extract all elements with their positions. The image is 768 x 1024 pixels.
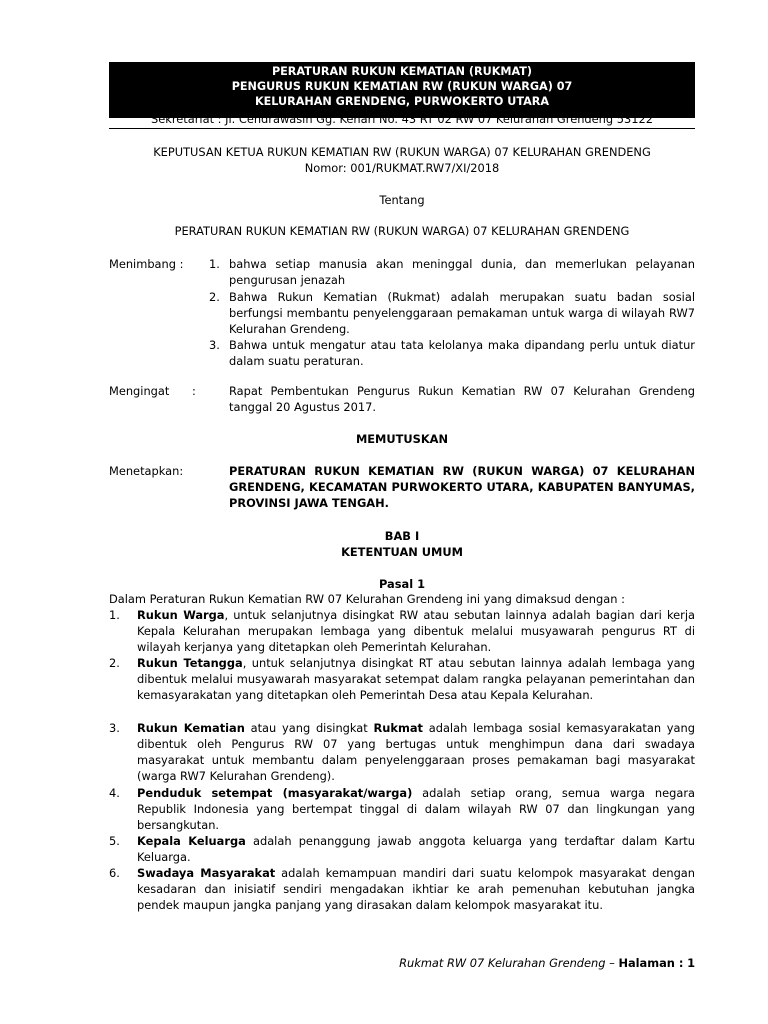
footer-doc-name: Rukmat RW 07 Kelurahan Grendeng — [399, 956, 606, 970]
definition-item — [137, 607, 695, 655]
definition-term: Penduduk setempat (masyarakat/warga) — [137, 786, 413, 800]
definition-item — [137, 865, 695, 913]
secretariat-address: Sekretariat : Jl. Cendrawasih Gg. Kenari No. 43 RT 02 RW 07 Kelurahan Grendeng 53122 — [151, 112, 653, 126]
definition-term: Rukun Kematian — [137, 721, 245, 735]
menimbang-item: Bahwa untuk mengatur atau tata kelolanya maka dipandang perlu untuk diatur dalam suatu peraturan. — [229, 338, 695, 368]
menimbang-number: 3. — [209, 338, 220, 352]
definition-text: adalah kemampuan mandiri dari suatu kelompok masyarakat dengan kesadaran dan inisiatif sendiri mengadakan ikhtiar ke arah pemenuhan kebutuhan jangka pendek maupun jangka panjang yang dirasakan dalam kelompok masyarakat itu. — [137, 866, 695, 912]
mengingat-text: Rapat Pembentukan Pengurus Rukun Kematian RW 07 Kelurahan Grendeng tanggal 20 Agustus 2017. — [229, 384, 695, 414]
memutuskan-heading: MEMUTUSKAN — [355, 432, 449, 446]
definition-item — [137, 720, 695, 784]
menimbang-number: 1. — [209, 257, 220, 271]
menimbang-item: Bahwa Rukun Kematian (Rukmat) adalah merupakan suatu badan sosial berfungsi membantu penyelenggaraan pemakaman untuk warga di wilayah RW7 Kelurahan Grendeng. — [229, 290, 695, 336]
definition-term: Swadaya Masyarakat — [137, 866, 276, 880]
decree-subject: PERATURAN RUKUN KEMATIAN RW (RUKUN WARGA) 07 KELURAHAN GRENDENG — [174, 224, 630, 238]
footer-dash: – — [605, 956, 619, 970]
letterhead — [109, 62, 695, 118]
menetapkan-label: Menetapkan: — [109, 464, 184, 478]
decree-number: Nomor: 001/RUKMAT.RW7/XI/2018 — [304, 161, 500, 175]
definition-term: Kepala Keluarga — [137, 834, 246, 848]
letterhead-line-3: KELURAHAN GRENDENG, PURWOKERTO UTARA — [254, 95, 550, 108]
footer-page-label: Halaman : — [618, 956, 684, 970]
page-footer — [399, 955, 695, 971]
letterhead-line-2: PENGURUS RUKUN KEMATIAN RW (RUKUN WARGA) 07 — [231, 80, 573, 93]
about-label: Tentang — [379, 193, 425, 207]
definition-text: atau yang disingkat — [244, 721, 374, 735]
pasal-intro: Dalam Peraturan Rukun Kematian RW 07 Kelurahan Grendeng ini yang dimaksud dengan : — [109, 592, 625, 606]
definition-number: 3. — [109, 721, 120, 735]
definition-item — [137, 655, 695, 703]
letterhead-line-1: PERATURAN RUKUN KEMATIAN (RUKMAT) — [271, 65, 533, 78]
bab-subtitle: KETENTUAN UMUM — [341, 545, 463, 559]
mengingat-colon: : — [192, 384, 196, 398]
definition-text: adalah setiap orang, semua warga negara Republik Indonesia yang bertempat tinggal di dalam wilayah RW 07 dan lingkungan yang bersangkutan. — [137, 786, 695, 832]
menimbang-item: bahwa setiap manusia akan meninggal dunia, dan memerlukan pelayanan pengurusan jenazah — [229, 257, 695, 287]
menimbang-number: 2. — [209, 290, 220, 304]
menetapkan-text: PERATURAN RUKUN KEMATIAN RW (RUKUN WARGA) 07 KELURAHAN GRENDENG, KECAMATAN PURWOKERTO UTARA, KABUPATEN BANYUMAS, PROVINSI JAWA TENGAH. — [229, 464, 695, 510]
header-divider — [109, 128, 695, 129]
pasal-title: Pasal 1 — [379, 577, 425, 591]
definition-number: 4. — [109, 786, 120, 800]
bab-title: BAB I — [384, 529, 420, 543]
definition-number: 5. — [109, 834, 120, 848]
definition-text: , untuk selanjutnya disingkat RW atau sebutan lainnya adalah bagian dari kerja Kepala Kelurahan merupakan lembaga yang dibentuk melalui musyawarah pengurus RT di wilayah kerjanya yang ditetapkan oleh Pemerintah Kelurahan. — [137, 608, 695, 654]
definition-text: , untuk selanjutnya disingkat RT atau sebutan lainnya adalah lembaga yang dibentuk melalui musyawarah masyarakat setempat dalam rangka pelayanan pemerintahan dan kemasyarakatan yang ditetapkan oleh Pemerintah Desa atau Kepala Kelurahan. — [137, 656, 696, 702]
definition-term: Rukun Tetangga — [137, 656, 243, 670]
mengingat-label: Mengingat — [109, 384, 170, 398]
definition-term-abbrev: Rukmat — [373, 721, 423, 735]
definition-text: adalah lembaga sosial kemasyarakatan yang dibentuk oleh Pengurus RW 07 yang bertugas untuk menghimpun dana dari swadaya masyarakat untuk membantu dalam penyelenggaraan proses pemakaman bagi masyarakat (warga RW7 Kelurahan Grendeng). — [137, 721, 695, 783]
footer-page-number: 1 — [687, 956, 695, 970]
definition-number: 1. — [109, 608, 120, 622]
definition-item — [137, 833, 695, 865]
definition-term: Rukun Warga — [137, 608, 225, 622]
definition-number: 6. — [109, 866, 120, 880]
definition-text: adalah penanggung jawab anggota keluarga yang terdaftar dalam Kartu Keluarga. — [137, 834, 695, 864]
decree-title: KEPUTUSAN KETUA RUKUN KEMATIAN RW (RUKUN WARGA) 07 KELURAHAN GRENDENG — [153, 145, 651, 159]
definition-number: 2. — [109, 656, 120, 670]
definition-item — [137, 785, 695, 833]
menimbang-label: Menimbang : — [109, 257, 184, 271]
